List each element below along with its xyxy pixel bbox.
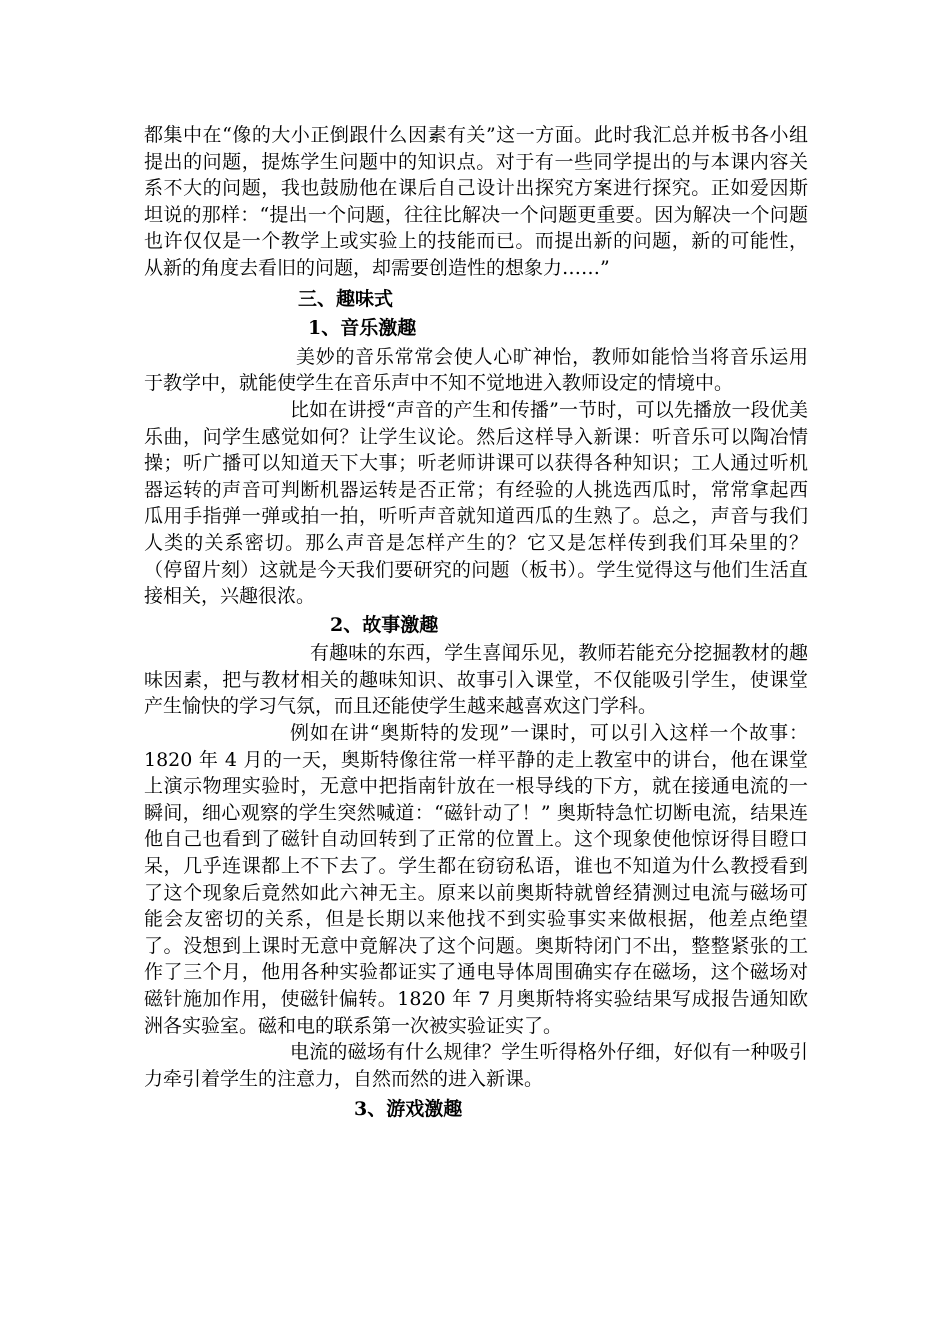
paragraph-music-example: 比如在讲授“声音的产生和传播”一节时，可以先播放一段优美乐曲，问学生感觉如何？让学生议论。然后这样导入新课：听音乐可以陶冶情操；听广播可以知道天下大事；听老师讲课可以获得各种知识；工人通过听机器运转的声音可判断机器运转是否正常；有经验的人挑选西瓜时，常常拿起西瓜用手指弹一弹或拍一拍，听听声音就知道西瓜的生熟了。总之，声音与我们人类的关系密切。那么声音是怎样产生的？它又是怎样传到我们耳朵里的？（停留片刻）这就是今天我们要研究的问题（板书）。学生觉得这与他们生活直接相关，兴趣很浓。 bbox=[144, 398, 808, 608]
paragraph-question-summary: 都集中在“像的大小正倒跟什么因素有关”这一方面。此时我汇总并板书各小组提出的问题，提炼学生问题中的知识点。对于有一些同学提出的与本课内容关系不大的问题，我也鼓励他在课后自己设计出探究方案进行探究。正如爱因斯坦说的那样：“提出一个问题，往往比解决一个问题更重要。因为解决一个问题也许仅仅是一个教学上或实验上的技能而已。而提出新的问题，新的可能性，从新的角度去看旧的问题，却需要创造性的想象力……” bbox=[144, 124, 808, 279]
paragraph-story-conclusion: 电流的磁场有什么规律？学生听得格外仔细，好似有一种吸引力牵引着学生的注意力，自然而然的进入新课。 bbox=[144, 1041, 808, 1090]
paragraph-music-intro: 美妙的音乐常常会使人心旷神怡，教师如能恰当将音乐运用于教学中，就能使学生在音乐声中不知不觉地进入教师设定的情境中。 bbox=[144, 345, 808, 395]
paragraph-story-intro: 有趣味的东西，学生喜闻乐见，教师若能充分挖掘教材的趣味因素，把与教材相关的趣味知识、故事引入课堂，不仅能吸引学生，使课堂产生愉快的学习气氛，而且还能使学生越来越喜欢这门学科。 bbox=[144, 642, 808, 718]
paragraph-story-oersted: 例如在讲“奥斯特的发现”一课时，可以引入这样一个故事：1820 年 4 月的一天，奥斯特像往常一样平静的走上教室中的讲台，他在课堂上演示物理实验时，无意中把指南针放在一根导线的下方，就在接通电流的一瞬间，细心观察的学生突然喊道：“磁针动了！” 奥斯特急忙切断电流，结果连他自己也看到了磁针自动回转到了正常的位置上。这个现象使他惊讶得目瞪口呆，几乎连课都上不下去了。学生都在窃窃私语，谁也不知道为什么教授看到了这个现象后竟然如此六神无主。原来以前奥斯特就曾经猜测过电流与磁场可能会友密切的关系，但是长期以来他找不到实验事实来做根据，他差点绝望了。没想到上课时无意中竟解决了这个问题。奥斯特闭门不出，整整紧张的工作了三个月，他用各种实验都证实了通电导体周围确实存在磁场，这个磁场对磁针施加作用，使磁针偏转。1820 年 7 月奥斯特将实验结果写成报告通知欧洲各实验室。磁和电的联系第一次被实验证实了。 bbox=[144, 722, 808, 1037]
subheading-music: 1、音乐激趣 bbox=[308, 317, 417, 340]
section-heading-interest: 三、趣味式 bbox=[298, 287, 394, 310]
subheading-story: 2、故事激趣 bbox=[330, 613, 439, 636]
document-body bbox=[144, 122, 808, 1125]
subheading-game: 3、游戏激趣 bbox=[354, 1098, 463, 1121]
